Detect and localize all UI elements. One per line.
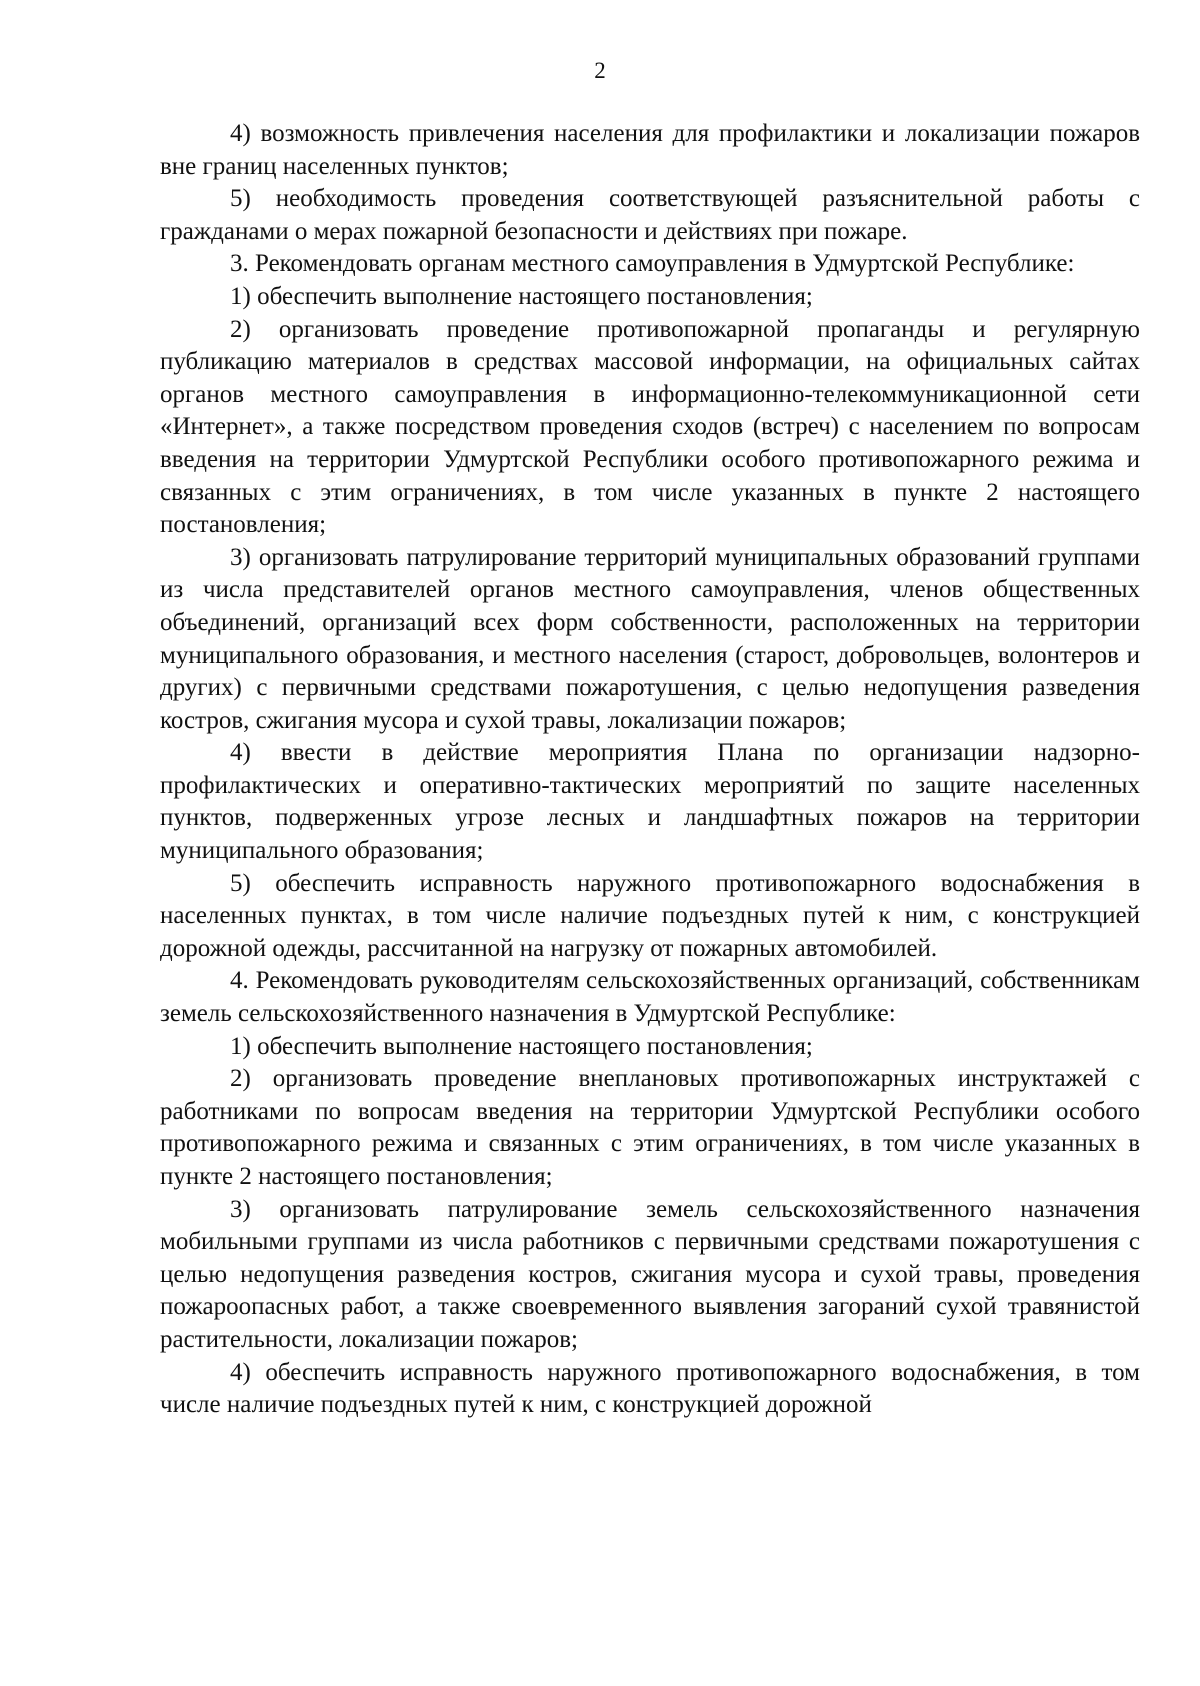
paragraph-section-4-item-2: 2) организовать проведение внеплановых противопожарных инструктажей с работниками по вопросам введения на территории Удмуртской Республики особого противопожарного режима и связанных с этим ограничениях, в том числе указанных в пункте 2 настоящего постановления; [160, 1065, 1140, 1190]
paragraph-section-4-item-1: 1) обеспечить выполнение настоящего постановления; [230, 1032, 813, 1060]
paragraph-section-3-item-3: 3) организовать патрулирование территорий муниципальных образований группами из числа представителей органов местного самоуправления, членов общественных объединений, организаций всех форм собственности, расположенных на территории муниципального образования, и местного населения (старост, добровольцев, волонтеров и других) с первичными средствами пожаротушения, с целью недопущения разведения костров, сжигания мусора и сухой травы, локализации пожаров; [160, 543, 1140, 734]
paragraph-section-4-heading: 4. Рекомендовать руководителям сельскохозяйственных организаций, собственникам земель сельскохозяйственного назначения в Удмуртской Республике: [160, 967, 1140, 1028]
paragraph-section-3-item-4: 4) ввести в действие мероприятия Плана по организации надзорно-профилактических и оперативно-тактических мероприятий по защите населенных пунктов, подверженных угрозе лесных и ландшафтных пожаров на территории муниципального образования; [160, 739, 1140, 865]
paragraph-section-3-item-1: 1) обеспечить выполнение настоящего постановления; [230, 282, 813, 310]
paragraph-section-3-item-2: 2) организовать проведение противопожарной пропаганды и регулярную публикацию материалов в средствах массовой информации, на официальных сайтах органов местного самоуправления в информационно-телекоммуникационной сети «Интернет», а также посредством проведения сходов (встреч) с населением по вопросам введения на территории Удмуртской Республики особого противопожарного режима и связанных с этим ограничениях, в том числе указанных в пункте 2 настоящего постановления; [160, 315, 1140, 539]
paragraph-item-5-explanatory-work: 5) необходимость проведения соответствующей разъяснительной работы с гражданами о мерах пожарной безопасности и действиях при пожаре. [160, 185, 1140, 245]
page-number: 2 [594, 58, 606, 83]
paragraph-section-3-heading: 3. Рекомендовать органам местного самоуправления в Удмуртской Республике: [230, 250, 1075, 278]
paragraph-section-4-item-3: 3) организовать патрулирование земель сельскохозяйственного назначения мобильными группами из числа работников с первичными средствами пожаротушения с целью недопущения разведения костров, сжигания мусора и сухой травы, проведения пожароопасных работ, а также своевременного выявления загораний сухой травянистой растительности, локализации пожаров; [160, 1195, 1140, 1353]
document-body [160, 118, 1140, 1422]
paragraph-item-4-population: 4) возможность привлечения населения для профилактики и локализации пожаров вне границ населенных пунктов; [160, 120, 1140, 180]
paragraph-section-4-item-4: 4) обеспечить исправность наружного противопожарного водоснабжения, в том числе наличие подъездных путей к ним, с конструкцией дорожной [160, 1358, 1140, 1419]
paragraph-section-3-item-5: 5) обеспечить исправность наружного противопожарного водоснабжения в населенных пунктах, в том числе наличие подъездных путей к ним, с конструкцией дорожной одежды, рассчитанной на нагрузку от пожарных автомобилей. [160, 869, 1140, 962]
